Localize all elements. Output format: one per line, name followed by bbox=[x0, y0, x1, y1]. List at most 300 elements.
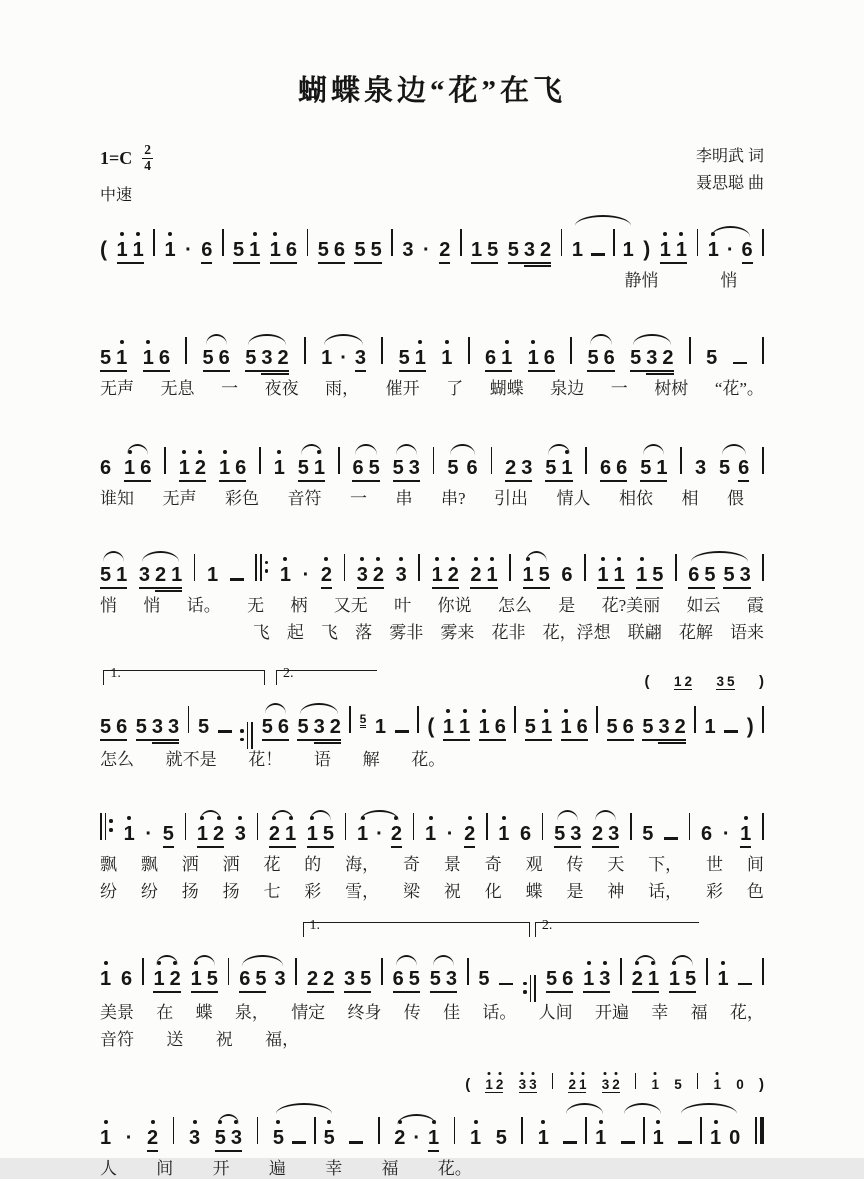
beam-group bbox=[152, 717, 179, 737]
note: 6 bbox=[622, 715, 634, 738]
note: 1 bbox=[191, 969, 202, 989]
lyric: 七 bbox=[263, 882, 281, 902]
octave-dot bbox=[146, 340, 150, 344]
beam-group bbox=[197, 824, 224, 848]
barline bbox=[697, 1073, 698, 1089]
music-line-6 bbox=[100, 791, 764, 903]
beam-group bbox=[561, 717, 588, 741]
barline bbox=[345, 813, 347, 840]
beam-group bbox=[546, 969, 573, 993]
note: 1 bbox=[280, 565, 291, 585]
note: 5 bbox=[324, 1128, 335, 1148]
lyric: 静悄 bbox=[624, 270, 659, 290]
note: 3 bbox=[599, 969, 610, 989]
note: 5 bbox=[606, 715, 618, 738]
lyric: 柄 bbox=[290, 595, 308, 615]
note: 6 bbox=[616, 457, 628, 480]
augmentation-dot: · bbox=[376, 822, 383, 845]
lyric: 蝶 bbox=[525, 882, 543, 902]
note: 5 bbox=[408, 968, 420, 991]
beam-group bbox=[485, 1078, 503, 1094]
note: 2 bbox=[154, 563, 167, 586]
lyrics-row bbox=[100, 855, 764, 875]
lyric: 无声 bbox=[162, 489, 197, 509]
composer-credit: 聂思聪 曲 bbox=[695, 175, 764, 193]
note: 1 bbox=[471, 238, 483, 261]
octave-dot bbox=[716, 1072, 719, 1075]
note: 1 bbox=[597, 565, 608, 585]
note: 3 bbox=[396, 565, 407, 585]
octave-dot bbox=[223, 450, 227, 454]
beam-group bbox=[297, 717, 340, 741]
barline bbox=[700, 1117, 702, 1144]
lyric: 飞 bbox=[320, 623, 338, 643]
music-line-1 bbox=[100, 209, 764, 291]
lyric: 叶 bbox=[394, 595, 412, 615]
slur-group bbox=[621, 1117, 664, 1151]
slur-group bbox=[197, 824, 224, 848]
beam-group bbox=[742, 240, 753, 264]
octave-dot bbox=[490, 557, 494, 561]
barline bbox=[762, 337, 764, 364]
note: 1 bbox=[432, 565, 443, 585]
beam-group bbox=[568, 1078, 586, 1094]
bar-stroke bbox=[247, 722, 249, 749]
lyrics-row bbox=[253, 623, 764, 643]
octave-dot bbox=[310, 816, 314, 820]
lyric: 花， bbox=[729, 1003, 764, 1022]
barline bbox=[173, 1117, 175, 1144]
note: 1 bbox=[648, 969, 659, 989]
beam-group bbox=[163, 824, 174, 848]
note: 3 bbox=[138, 563, 150, 586]
note: 6 bbox=[519, 822, 532, 845]
note: 1 bbox=[485, 1078, 493, 1092]
parenthesis: ) bbox=[758, 672, 764, 690]
lyric: 解 bbox=[362, 750, 380, 770]
beam-group bbox=[464, 824, 475, 848]
slur-group bbox=[669, 969, 696, 993]
beam-group bbox=[314, 717, 341, 737]
repeat-dots bbox=[265, 561, 269, 573]
augmentation-dot: · bbox=[125, 1126, 133, 1149]
note: 6 bbox=[333, 238, 345, 261]
score-header bbox=[100, 143, 764, 205]
lyric: 传 bbox=[403, 1003, 421, 1022]
note: 2 bbox=[439, 238, 451, 261]
barline bbox=[381, 958, 383, 985]
note: 1 bbox=[100, 969, 111, 989]
octave-dot bbox=[327, 1120, 331, 1124]
note: 1 bbox=[740, 824, 751, 844]
beam-group bbox=[630, 348, 673, 372]
bar-stroke bbox=[100, 813, 102, 840]
barline bbox=[706, 958, 708, 985]
octave-dot bbox=[571, 1072, 574, 1075]
barline bbox=[643, 1117, 645, 1144]
lyric: 怎么 bbox=[100, 750, 134, 770]
note: 3 bbox=[408, 457, 420, 480]
octave-dot bbox=[376, 557, 380, 561]
note: 2 bbox=[391, 824, 402, 844]
parenthesis: ( bbox=[465, 1075, 471, 1093]
octave-dot bbox=[468, 816, 472, 820]
note: 6 bbox=[543, 347, 555, 370]
duration-dash bbox=[230, 578, 244, 580]
barline bbox=[304, 337, 306, 364]
note: 1 bbox=[219, 458, 230, 478]
beam-group bbox=[428, 1128, 439, 1152]
lyric: 情人 bbox=[556, 489, 591, 509]
lyric: 飘 bbox=[140, 854, 158, 874]
beam-group bbox=[147, 1128, 158, 1152]
lyrics-row bbox=[100, 750, 445, 770]
notes-row bbox=[100, 337, 764, 372]
lyric: 又无 bbox=[333, 595, 368, 615]
slur-group bbox=[273, 1117, 335, 1151]
note: 6 bbox=[494, 715, 506, 738]
volta-bracket bbox=[535, 918, 699, 937]
beam-group bbox=[658, 717, 685, 737]
note: 6 bbox=[100, 457, 112, 480]
lyric: 间 bbox=[156, 1158, 174, 1178]
lyric: 祝 bbox=[443, 882, 461, 902]
repeat-end-barline bbox=[240, 722, 253, 749]
slur-group bbox=[708, 240, 753, 264]
time-numerator: 2 bbox=[144, 142, 152, 157]
note: 1 bbox=[441, 348, 452, 368]
beam-group bbox=[100, 565, 127, 589]
lyrics-row bbox=[100, 1030, 299, 1050]
barline bbox=[762, 554, 764, 581]
lyric: 话。 bbox=[186, 595, 221, 615]
barline bbox=[762, 813, 764, 840]
beam-group bbox=[270, 240, 297, 264]
note: 6 bbox=[140, 457, 152, 480]
tempo-marking: 中速 bbox=[100, 186, 133, 204]
notes-row bbox=[100, 1117, 764, 1152]
lyric: 无 bbox=[247, 595, 265, 615]
note: 5 bbox=[297, 457, 309, 480]
note: 1 bbox=[197, 824, 208, 844]
credits-block bbox=[696, 143, 764, 197]
duration-dash bbox=[218, 730, 232, 732]
note: 1 bbox=[636, 565, 647, 585]
note: 1 bbox=[143, 348, 154, 368]
note: 1 bbox=[470, 1128, 481, 1148]
beam-group bbox=[519, 1078, 537, 1094]
lyrics-row bbox=[100, 379, 764, 399]
octave-dot bbox=[672, 961, 676, 965]
repeat-start-barline bbox=[255, 554, 268, 581]
barline bbox=[344, 554, 346, 581]
lyric: 相依 bbox=[619, 489, 654, 509]
octave-dot bbox=[361, 816, 365, 820]
note: 6 bbox=[561, 563, 573, 586]
barline bbox=[635, 1073, 636, 1089]
beam-group bbox=[738, 458, 749, 482]
lyric: 花，浮想 bbox=[542, 623, 611, 643]
beam-group bbox=[660, 240, 687, 264]
beam-group bbox=[191, 969, 218, 993]
note: 1 bbox=[314, 458, 325, 478]
beam-group bbox=[355, 348, 366, 372]
beam-group bbox=[307, 969, 334, 993]
note: 1 bbox=[571, 238, 583, 261]
note: 3 bbox=[344, 968, 356, 991]
note: 6 bbox=[688, 563, 700, 586]
lyric: 幸 bbox=[325, 1158, 343, 1178]
beam-group bbox=[233, 240, 260, 264]
note: 5 bbox=[255, 968, 267, 991]
grace-note bbox=[360, 713, 367, 728]
octave-dot bbox=[238, 816, 242, 820]
note: 2 bbox=[592, 822, 604, 845]
octave-dot bbox=[587, 961, 591, 965]
lyric: 雪， bbox=[345, 882, 380, 902]
note: 1 bbox=[652, 1078, 660, 1092]
barline bbox=[314, 1117, 316, 1144]
bar-stroke bbox=[534, 975, 536, 1002]
lyric: 话， bbox=[648, 882, 683, 902]
barline bbox=[585, 447, 587, 474]
duration-dash bbox=[724, 730, 738, 732]
octave-dot bbox=[418, 340, 422, 344]
barline bbox=[689, 813, 691, 840]
barline bbox=[185, 813, 187, 840]
lyric: 悄 bbox=[100, 595, 117, 615]
slur-group bbox=[430, 969, 457, 993]
augmentation-dot: · bbox=[423, 238, 430, 261]
lyric: 色 bbox=[746, 882, 764, 902]
lyric: 送 bbox=[166, 1030, 184, 1050]
lyrics-row bbox=[100, 882, 764, 902]
lyric: 悄 bbox=[720, 270, 738, 290]
note: 5 bbox=[273, 1128, 284, 1148]
lyric: 无息 bbox=[160, 379, 195, 399]
octave-dot bbox=[157, 961, 161, 965]
note: 3 bbox=[168, 715, 180, 738]
note: 1 bbox=[357, 824, 368, 844]
note: 6 bbox=[738, 457, 750, 480]
lyric: 纷 bbox=[140, 882, 158, 902]
beam-group bbox=[432, 565, 459, 589]
music-line-8 bbox=[100, 1065, 764, 1179]
note: 1 bbox=[622, 238, 634, 261]
octave-dot bbox=[429, 816, 433, 820]
beam-group bbox=[179, 458, 206, 482]
notes-row bbox=[100, 554, 764, 589]
note: 1 bbox=[528, 348, 539, 368]
octave-dot bbox=[276, 1120, 280, 1124]
note: 5 bbox=[545, 457, 557, 480]
note: 5 bbox=[297, 715, 309, 738]
beam-group bbox=[357, 565, 384, 589]
barline bbox=[762, 958, 764, 985]
note: 5 bbox=[202, 347, 214, 370]
lyrics-row bbox=[100, 1159, 472, 1179]
note: 5 bbox=[652, 563, 664, 586]
note: 3 bbox=[445, 968, 457, 991]
note: 1 bbox=[285, 824, 296, 844]
note: 2 bbox=[170, 969, 181, 989]
volta-label: 2. bbox=[541, 918, 553, 934]
beam-group bbox=[318, 240, 345, 264]
barline bbox=[194, 554, 196, 581]
repeat-end-barline bbox=[523, 975, 536, 1002]
barline bbox=[570, 337, 572, 364]
beam-group bbox=[592, 824, 619, 848]
beam-group bbox=[607, 717, 634, 741]
barline bbox=[521, 1117, 523, 1144]
octave-dot bbox=[324, 557, 328, 561]
note: 1 bbox=[501, 348, 512, 368]
note: 6 bbox=[741, 238, 753, 261]
barline bbox=[585, 1117, 587, 1144]
augmentation-dot: · bbox=[726, 238, 734, 261]
repeat-dot bbox=[109, 819, 113, 823]
octave-dot bbox=[651, 961, 655, 965]
music-line-2 bbox=[100, 315, 764, 399]
lyric: 霞 bbox=[746, 595, 764, 615]
cue-notes bbox=[644, 674, 764, 691]
octave-dot bbox=[663, 232, 667, 236]
beam-group bbox=[124, 458, 151, 482]
octave-dot bbox=[194, 961, 198, 965]
lyrics-row bbox=[100, 1003, 764, 1023]
barline bbox=[762, 706, 764, 733]
lyric: 洒 bbox=[222, 854, 240, 874]
slur-group bbox=[269, 824, 296, 848]
note: 3 bbox=[231, 1128, 242, 1148]
note: 3 bbox=[189, 1128, 200, 1148]
final-barline bbox=[755, 1117, 764, 1144]
octave-dot bbox=[317, 450, 321, 454]
octave-dot bbox=[526, 557, 530, 561]
slur-group bbox=[563, 1117, 606, 1151]
note: 5 bbox=[538, 563, 550, 586]
bar-stroke bbox=[760, 1117, 765, 1144]
slur-group bbox=[393, 969, 420, 993]
repeat-dots bbox=[240, 729, 244, 741]
octave-dot bbox=[654, 1072, 657, 1075]
lyric: 福 bbox=[690, 1003, 708, 1022]
lyric: 了 bbox=[446, 379, 464, 399]
repeat-dots bbox=[523, 982, 527, 994]
note: 2 bbox=[147, 1128, 158, 1148]
lyric: 是 bbox=[566, 882, 584, 902]
octave-dot bbox=[217, 816, 221, 820]
lyric: 人 bbox=[100, 1158, 117, 1178]
note: 1 bbox=[116, 348, 127, 368]
lyric: 飞 bbox=[252, 623, 270, 643]
notes-row bbox=[100, 229, 764, 264]
lyric: 下， bbox=[648, 854, 683, 874]
barline bbox=[584, 554, 586, 581]
beam-group bbox=[354, 240, 381, 264]
lyric: 梁 bbox=[403, 882, 421, 902]
beam-group bbox=[393, 969, 420, 993]
lyric: 扬 bbox=[222, 882, 240, 902]
beam-group bbox=[554, 824, 581, 848]
lyric: 相 bbox=[681, 489, 699, 509]
lyric: 起 bbox=[286, 623, 304, 643]
note: 2 bbox=[448, 565, 459, 585]
octave-dot bbox=[463, 709, 467, 713]
note: 5 bbox=[354, 238, 366, 261]
note: 3 bbox=[357, 565, 368, 585]
note: 5 bbox=[261, 715, 273, 738]
lyric: 传 bbox=[566, 854, 584, 874]
beam-group bbox=[485, 348, 512, 372]
lyric: 如云 bbox=[686, 595, 721, 615]
slur-group bbox=[447, 458, 477, 478]
barline bbox=[762, 229, 764, 256]
bar-stroke bbox=[251, 722, 253, 749]
note: 5 bbox=[640, 457, 652, 480]
note: 1 bbox=[116, 563, 128, 586]
note: 1 bbox=[583, 969, 594, 989]
slur-group bbox=[592, 824, 619, 848]
lyric: 泉， bbox=[234, 1003, 269, 1022]
note: 3 bbox=[608, 822, 620, 845]
note: 1 bbox=[415, 348, 426, 368]
octave-dot bbox=[120, 340, 124, 344]
lyric: 谁知 bbox=[100, 489, 134, 509]
parenthesis: ) bbox=[746, 714, 754, 738]
duration-dash bbox=[349, 1141, 363, 1143]
note: 6 bbox=[600, 457, 612, 480]
beam-group bbox=[646, 348, 673, 368]
key-line bbox=[100, 143, 153, 174]
parenthesis: ) bbox=[643, 237, 651, 261]
beam-group bbox=[219, 458, 246, 482]
barline bbox=[164, 447, 166, 474]
octave-dot bbox=[635, 961, 639, 965]
volta-bracket bbox=[303, 918, 531, 937]
slur-group bbox=[139, 565, 182, 589]
note: 2 bbox=[568, 1078, 576, 1092]
note: 5 bbox=[215, 1128, 226, 1148]
slur-group bbox=[297, 717, 340, 741]
note: 1 bbox=[656, 457, 668, 480]
octave-dot bbox=[120, 232, 124, 236]
octave-dot bbox=[451, 557, 455, 561]
notes-row bbox=[100, 958, 764, 996]
octave-dot bbox=[614, 1072, 617, 1075]
beam-group bbox=[344, 969, 371, 993]
lyric: 无声 bbox=[100, 379, 134, 399]
repeat-dots bbox=[109, 819, 113, 831]
note: 2 bbox=[195, 458, 206, 478]
repeat-dot bbox=[265, 561, 269, 565]
beam-group bbox=[523, 565, 550, 589]
octave-dot bbox=[498, 1072, 501, 1075]
note: 6 bbox=[239, 968, 251, 991]
barline bbox=[613, 229, 615, 256]
beam-group bbox=[201, 240, 212, 264]
cue-notes-row bbox=[465, 1073, 764, 1094]
note: 1 bbox=[425, 824, 436, 844]
bar-stroke bbox=[530, 975, 532, 1002]
beam-group bbox=[100, 717, 127, 741]
lyric: 语 bbox=[313, 750, 331, 770]
lyric: 彩 bbox=[304, 882, 322, 902]
lyrics-row bbox=[100, 489, 744, 509]
lyricist-credit: 李明武 词 bbox=[695, 148, 764, 165]
parenthesis: ) bbox=[758, 1075, 764, 1093]
slur-group bbox=[100, 565, 127, 589]
